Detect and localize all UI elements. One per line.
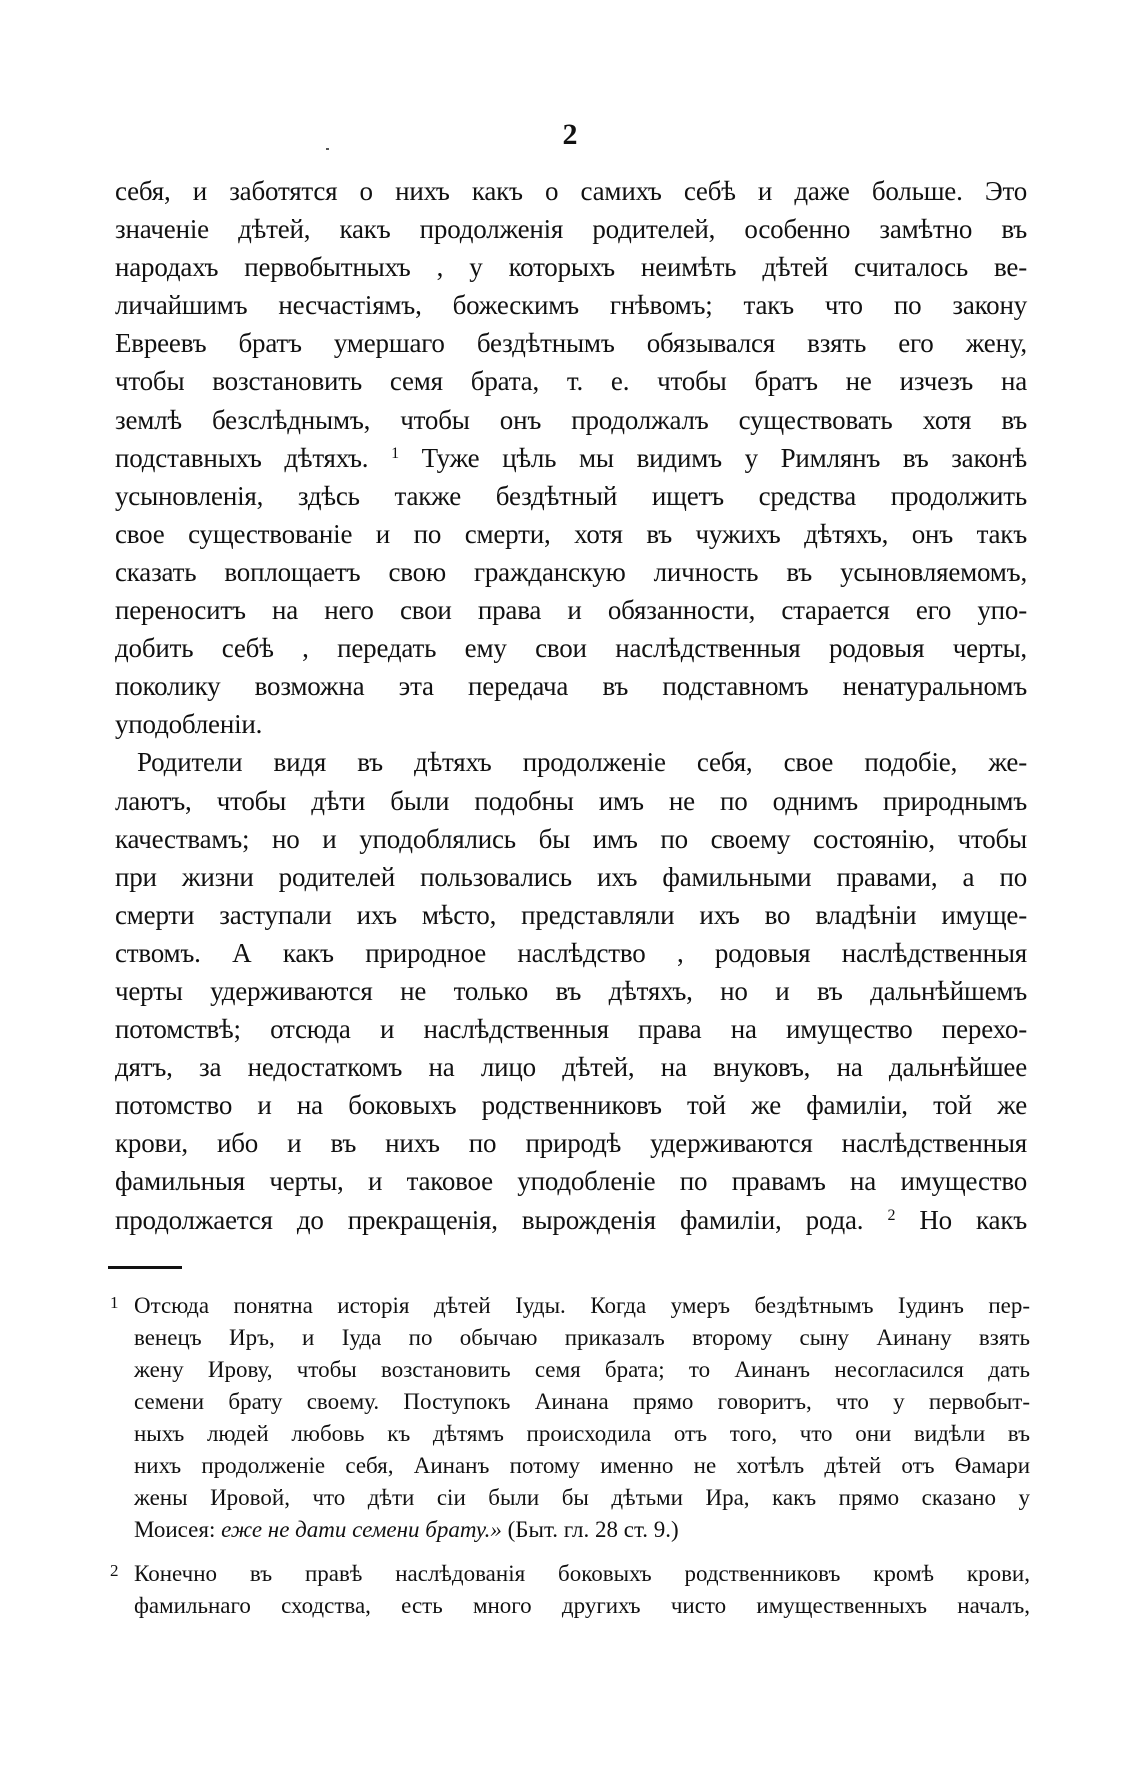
text-segment: продолжается до прекращенія, вырожденія фамиліи, рода. — [115, 1204, 864, 1235]
footnote-2 — [110, 1558, 1030, 1622]
text-line: значеніе дѣтей, какъ продолженія родителей, особенно замѣтно въ — [115, 214, 1027, 245]
footnote-line: фамильнаго сходства, есть много другихъ чисто имущественныхъ началъ, — [134, 1593, 1030, 1618]
text-segment: Туже цѣль мы видимъ у Римлянъ въ законѣ — [398, 442, 1028, 473]
text-line: личайшимъ несчастіямъ, божескимъ гнѣвомъ; такъ что по закону — [115, 290, 1027, 321]
main-text — [115, 172, 1027, 1239]
text-line: Евреевъ братъ умершаго бездѣтнымъ обязывался взять его жену, — [115, 328, 1027, 359]
footnotes — [110, 1290, 1030, 1634]
text-segment: Моисея: — [134, 1517, 222, 1542]
footnote-mark: 1 — [110, 1293, 119, 1312]
text-segment: Но какъ — [895, 1204, 1027, 1235]
footnote-ref-1[interactable]: 1 — [391, 444, 399, 462]
citation: (Быт. гл. 28 ст. 9.) — [501, 1517, 679, 1542]
text-line: фамильныя черты, и таковое уподобленіе по правамъ на имущество — [115, 1166, 1027, 1197]
text-line: черты удерживаются не только въ дѣтяхъ, но и въ дальнѣйшемъ — [115, 975, 1027, 1006]
text-line: свое существованіе и по смерти, хотя въ чужихъ дѣтяхъ, онъ такъ — [115, 518, 1027, 549]
footnote-mark: 2 — [110, 1561, 119, 1580]
text-line: сказать воплощаетъ свою гражданскую личность въ усыновляемомъ, — [115, 556, 1027, 587]
text-line: потомство и на боковыхъ родственниковъ той же фамиліи, той же — [115, 1090, 1027, 1121]
footnote-line: нихъ продолженіе себя, Аинанъ потому именно не хотѣлъ дѣтей отъ Ѳамари — [134, 1453, 1030, 1478]
text-line: переноситъ на него свои права и обязанности, старается его упо- — [115, 595, 1027, 626]
text-line — [115, 1201, 1027, 1239]
footnote-line: венецъ Иръ, и Іуда по обычаю приказалъ второму сыну Аинану взять — [134, 1325, 1030, 1350]
text-line: усыновленія, здѣсь также бездѣтный ищетъ средства продолжить — [115, 480, 1027, 511]
footnote-line: Отсюда понятна исторія дѣтей Іуды. Когда умеръ бездѣтнымъ Іудинъ пер- — [134, 1293, 1030, 1318]
footnote-line: семени брату своему. Поступокъ Аинана прямо говоритъ, что у первобыт- — [134, 1389, 1030, 1414]
text-line: уподобленіи. — [115, 709, 263, 740]
text-line: лаютъ, чтобы дѣти были подобны имъ не по однимъ природнымъ — [115, 785, 1027, 816]
text-line: поколику возможна эта передача въ подставномъ ненатуральномъ — [115, 671, 1027, 702]
footnote-line: жены Ировой, что дѣти сіи были бы дѣтьми Ира, какъ прямо сказано у — [134, 1485, 1030, 1510]
paragraph-start-line: Родители видя въ дѣтяхъ продолженіе себя, свое подобіе, же- — [137, 747, 1027, 778]
text-line: потомствѣ; отсюда и наслѣдственныя права на имущество перехо- — [115, 1014, 1027, 1045]
text-segment: подставныхъ дѣтяхъ. — [115, 442, 369, 473]
text-line: при жизни родителей пользовались ихъ фамильными правами, а по — [115, 861, 1027, 892]
footnote-line: Конечно въ правѣ наслѣдованія боковыхъ родственниковъ кромѣ крови, — [134, 1561, 1030, 1586]
text-line: добить себѣ , передать ему свои наслѣдственныя родовыя черты, — [115, 633, 1027, 664]
text-line: дятъ, за недостаткомъ на лицо дѣтей, на внуковъ, на дальнѣйшее — [115, 1052, 1027, 1083]
text-line: качествамъ; но и уподоблялись бы имъ по своему состоянію, чтобы — [115, 823, 1027, 854]
print-speck — [326, 148, 329, 150]
footnote-1 — [110, 1290, 1030, 1546]
text-line: смерти заступали ихъ мѣсто, представляли ихъ во владѣніи имуще- — [115, 899, 1027, 930]
footnote-line: ныхъ людей любовь къ дѣтямъ происходила отъ того, что они видѣли въ — [134, 1421, 1030, 1446]
text-line — [115, 439, 1027, 477]
text-line: землѣ безслѣднымъ, чтобы онъ продолжалъ существовать хотя въ — [115, 404, 1027, 435]
footnote-line: жену Ирову, чтобы возстановить семя брата; то Аинанъ несогласился дать — [134, 1357, 1030, 1382]
text-line: крови, ибо и въ нихъ по природѣ удерживаются наслѣдственныя — [115, 1128, 1027, 1159]
quotation: еже не дати семени брату.» — [221, 1517, 502, 1542]
text-line: себя, и заботятся о нихъ какъ о самихъ себѣ и даже больше. Это — [115, 176, 1027, 206]
page-number: 2 — [562, 118, 578, 151]
text-line: чтобы возстановить семя брата, т. е. чтобы братъ не изчезъ на — [115, 366, 1027, 397]
footnote-ref-2[interactable]: 2 — [887, 1206, 896, 1224]
text-line: народахъ первобытныхъ , у которыхъ неимѣть дѣтей считалось ве- — [115, 252, 1027, 283]
text-line: ствомъ. А какъ природное наслѣдство , родовыя наслѣдственныя — [115, 937, 1027, 968]
footnote-separator — [108, 1266, 182, 1269]
footnote-line — [110, 1514, 1030, 1546]
